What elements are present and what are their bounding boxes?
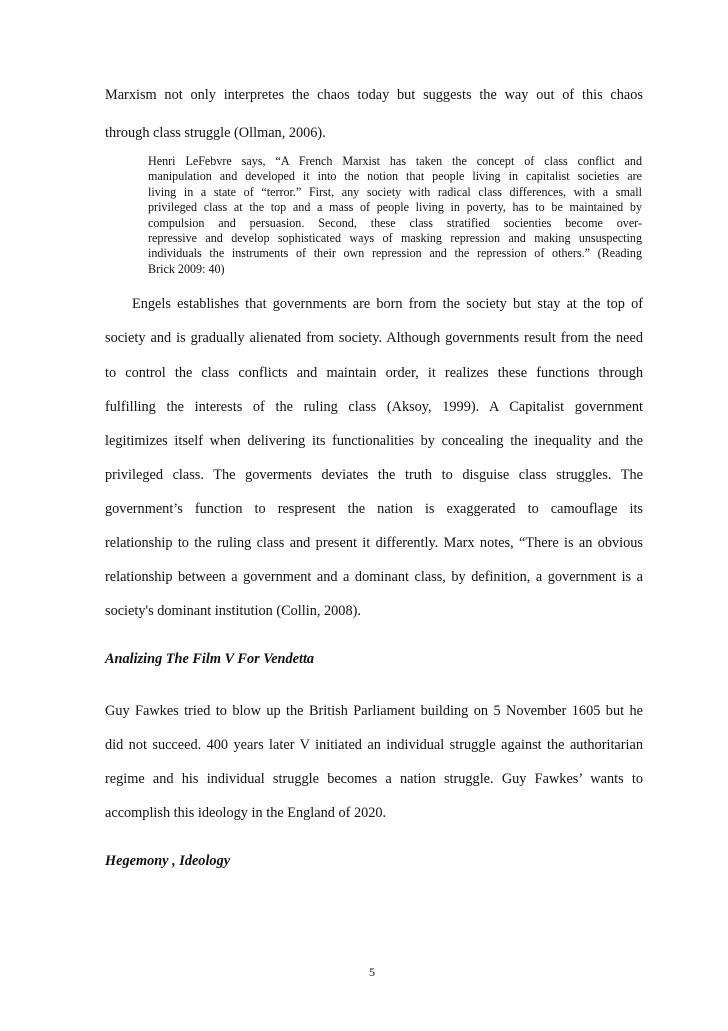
paragraph-2-line: legitimizes itself when delivering its functionalities by concealing the inequality and the bbox=[105, 433, 643, 449]
paragraph-2-line: government’s function to respresent the nation is exaggerated to camouflage its bbox=[105, 501, 643, 517]
paragraph-2-line: to control the class conflicts and maintain order, it realizes these functions through bbox=[105, 365, 643, 381]
paragraph-1-line: Marxism not only interpretes the chaos today but suggests the way out of this chaos bbox=[105, 87, 643, 103]
paragraph-3-line: regime and his individual struggle becomes a nation struggle. Guy Fawkes’ wants to bbox=[105, 771, 643, 787]
quote-line: privileged class at the top and a mass of people living in poverty, has to be maintained by bbox=[148, 200, 642, 214]
paragraph-2-line: society's dominant institution (Collin, 2008). bbox=[105, 603, 361, 619]
quote-line: compulsion and persuasion. Second, these class stratified socienties become over- bbox=[148, 216, 642, 230]
quote-line: individuals the instruments of their own repression and the repression of others.” (Reading bbox=[148, 246, 642, 260]
paragraph-2-line: relationship between a government and a dominant class, by definition, a government is a bbox=[105, 569, 643, 585]
paragraph-2-line: relationship to the ruling class and present it differently. Marx notes, “There is an obvious bbox=[105, 535, 643, 551]
page-number: 5 bbox=[369, 965, 375, 979]
quote-line: repressive and develop sophisticated ways of masking repression and making unsuspecting bbox=[148, 231, 642, 245]
paragraph-3-line: Guy Fawkes tried to blow up the British Parliament building on 5 November 1605 but he bbox=[105, 703, 643, 719]
paragraph-1-line: through class struggle (Ollman, 2006). bbox=[105, 125, 326, 141]
quote-line: living in a state of “terror.” First, any society with radical class differences, with a small bbox=[148, 185, 642, 199]
paragraph-2-line: privileged class. The goverments deviates the truth to disguise class struggles. The bbox=[105, 467, 643, 483]
paragraph-2-line: Engels establishes that governments are born from the society but stay at the top of bbox=[132, 296, 643, 312]
paragraph-3-line: accomplish this ideology in the England of 2020. bbox=[105, 805, 387, 821]
quote-line: Brick 2009: 40) bbox=[148, 262, 225, 276]
paragraph-2-line: society and is gradually alienated from society. Although governments result from the need bbox=[105, 330, 643, 346]
quote-line: manipulation and developed it into the notion that people living in capitalist societies are bbox=[148, 169, 642, 183]
paragraph-3-line: did not succeed. 400 years later V initiated an individual struggle against the authoritarian bbox=[105, 737, 643, 753]
quote-line: Henri LeFebvre says, “A French Marxist has taken the concept of class conflict and bbox=[148, 154, 642, 168]
paragraph-2-line: fulfilling the interests of the ruling class (Aksoy, 1999). A Capitalist government bbox=[105, 399, 643, 415]
section-heading-hegemony: Hegemony , Ideology bbox=[105, 853, 231, 869]
section-heading-film: Analizing The Film V For Vendetta bbox=[105, 651, 315, 667]
